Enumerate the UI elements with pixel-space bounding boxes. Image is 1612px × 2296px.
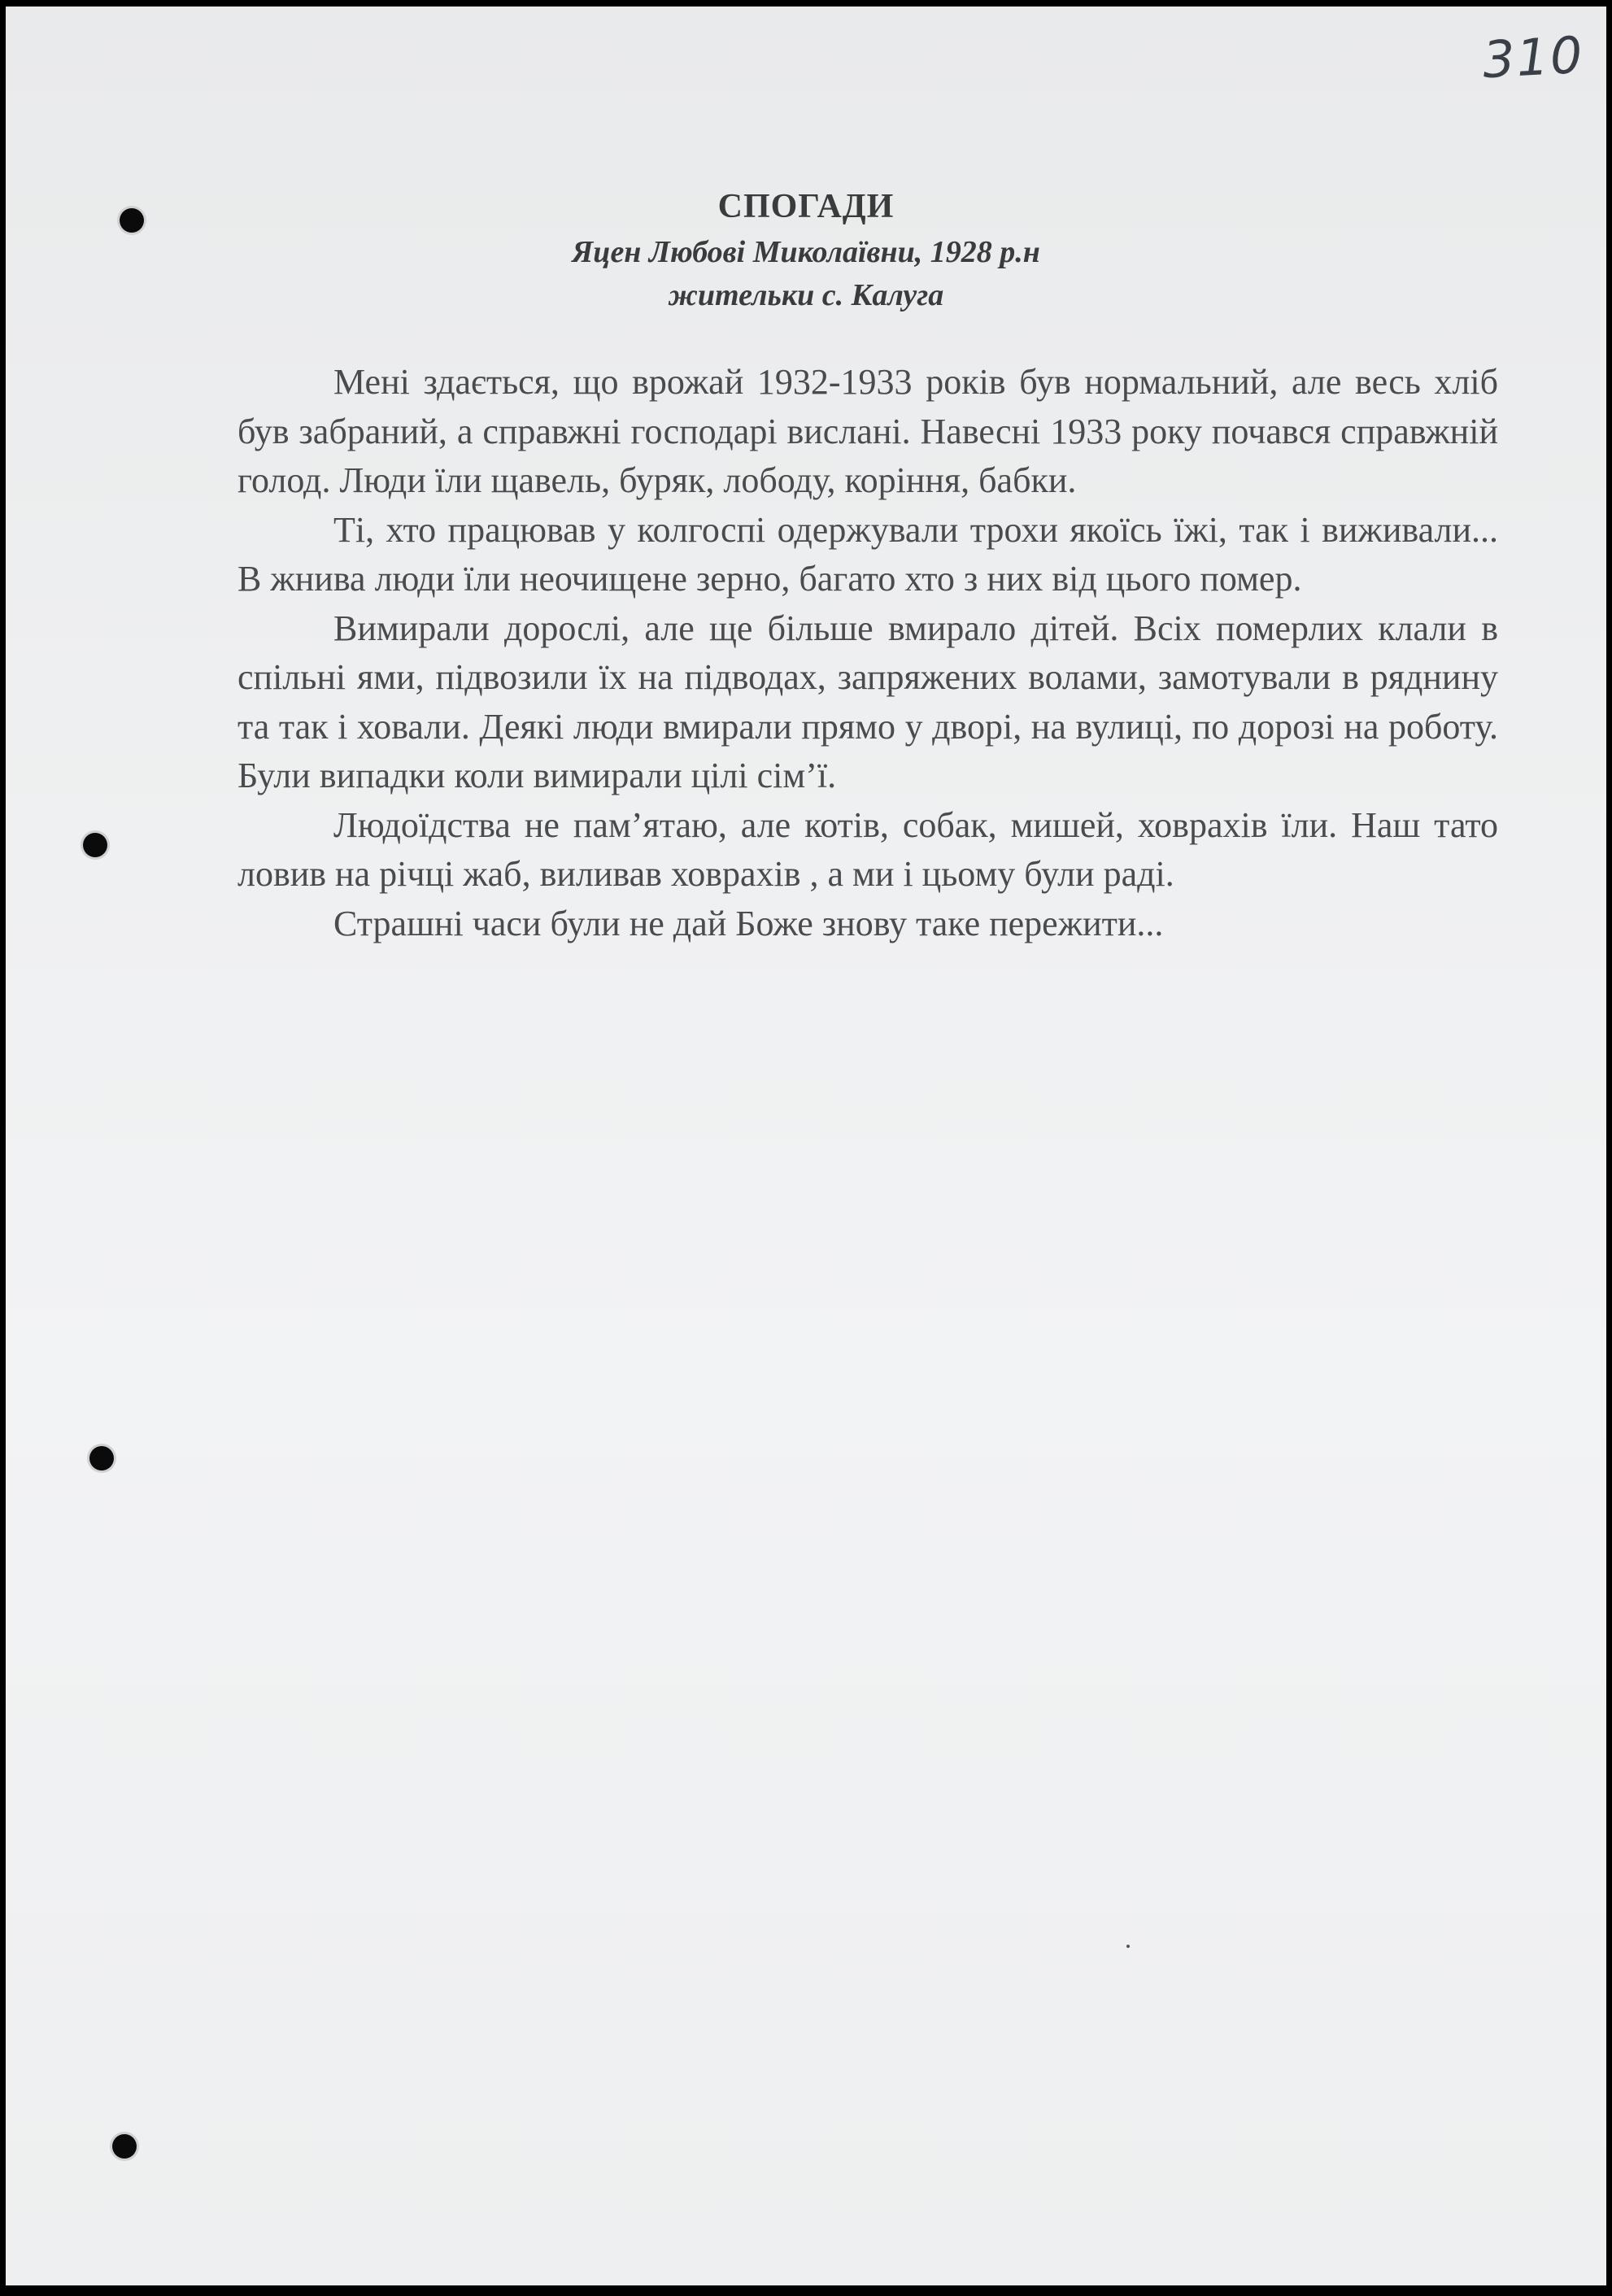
handwritten-page-number: 310 <box>1480 24 1585 90</box>
paragraph: Людоїдства не пам’ятаю, але котів, собак, мишей, ховрахів їли. Наш тато ловив на річці жаб, виливав ховрахів , а ми і цьому були раді. <box>237 804 1498 894</box>
paragraph: Вимирали дорослі, але ще більше вмирало дітей. Всіх померлих клали в спільні ями, підвозили їх на підводах, запряжених волами, замотували в ряднину та так і ховали. Деякі люди вмирали прямо у дворі, на вулиці, по дорозі на роботу. Були випадки коли вимирали цілі сім’ї. <box>237 608 1498 795</box>
paragraph: Страшні часи були не дай Боже знову таке пережити... <box>333 903 1164 943</box>
document-title: СПОГАДИ <box>717 188 895 225</box>
document-page <box>6 7 1606 2285</box>
speck <box>1126 1945 1130 1948</box>
paragraph: Ті, хто працював у колгоспі одержували трохи якоїсь їжі, так і виживали... В жнива люди їли неочищене зерно, багато хто з них від цього помер. <box>237 509 1498 599</box>
paragraph: Мені здається, що врожай 1932-1933 років був нормальний, але весь хліб був забраний, а справжні господарі вислані. Навесні 1933 року почався справжній голод. Люди їли щавель, буряк, лободу, коріння, бабки. <box>237 362 1498 500</box>
author-name: Яцен Любові Миколаївни, 1928 р.н <box>572 235 1040 269</box>
punch-hole <box>112 2134 137 2159</box>
punch-hole <box>89 1446 114 1470</box>
author-residence: жительки с. Калуга <box>668 278 944 312</box>
punch-hole <box>83 833 107 857</box>
memoir-body <box>237 358 1498 948</box>
